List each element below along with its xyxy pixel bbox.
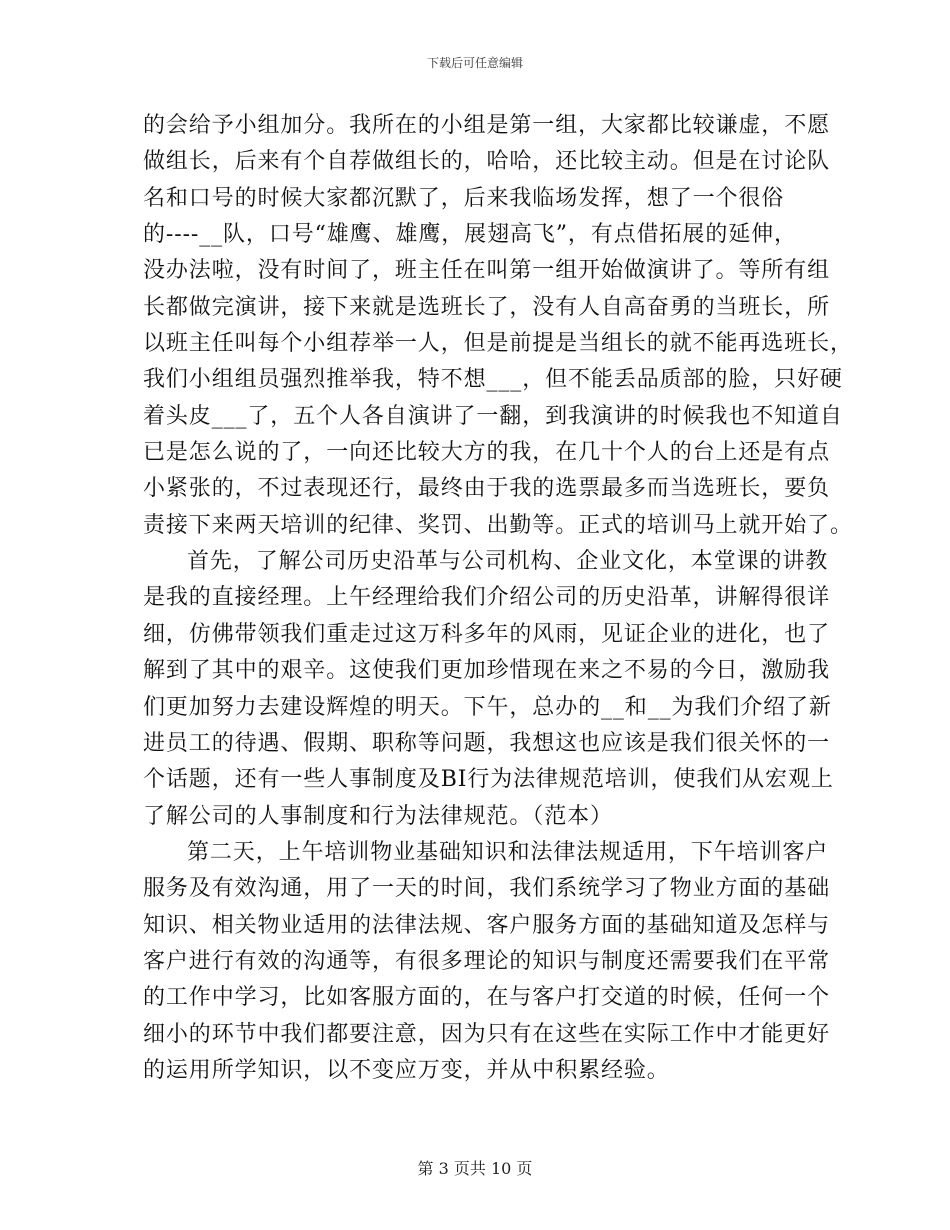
text-line: 做组长，后来有个自荐做组长的，哈哈，还比较主动。但是在讨论队 — [143, 149, 831, 175]
text-line: 名和口号的时候大家都沉默了，后来我临场发挥，想了一个很俗 — [143, 185, 785, 211]
text-line: 没办法啦，没有时间了，班主任在叫第一组开始做演讲了。等所有组 — [143, 258, 831, 284]
text-line: 们更加努力去建设辉煌的明天。下午，总办的__和__为我们介绍了新 — [143, 694, 832, 720]
text-line: 服务及有效沟通，用了一天的时间，我们系统学习了物业方面的基础 — [143, 876, 831, 902]
text-line: 责接下来两天培训的纪律、奖罚、出勤等。正式的培训马上就开始了。 — [143, 512, 853, 538]
text-line: 细小的环节中我们都要注意，因为只有在这些在实际工作中才能更好 — [143, 1021, 831, 1047]
paragraph-start-line: 首先，了解公司历史沿革与公司机构、企业文化，本堂课的讲教 — [187, 549, 829, 575]
text-line: 已是怎么说的了，一向还比较大方的我，在几十个人的台上还是有点 — [143, 440, 831, 466]
paragraph-start-line: 第二天，上午培训物业基础知识和法律法规适用，下午培训客户 — [187, 839, 829, 865]
text-line: 的工作中学习，比如客服方面的，在与客户打交道的时候，任何一个 — [143, 985, 831, 1011]
text-line: 长都做完演讲，接下来就是选班长了，没有人自高奋勇的当班长，所 — [143, 294, 831, 320]
text-line: 细，仿佛带领我们重走过这万科多年的风雨，见证企业的进化，也了 — [143, 621, 831, 647]
text-line: 个话题，还有一些人事制度及BI行为法律规范培训，使我们从宏观上 — [143, 767, 834, 793]
text-line: 的会给予小组加分。我所在的小组是第一组，大家都比较谦虚，不愿 — [143, 113, 831, 138]
text-line: 知识、相关物业适用的法律法规、客户服务方面的基础知道及怎样与 — [143, 912, 831, 938]
page-footer: 第 3 页共 10 页 — [417, 1159, 533, 1178]
text-line: 是我的直接经理。上午经理给我们介绍公司的历史沿革，讲解得很详 — [143, 585, 831, 611]
text-line: 着头皮___了，五个人各自演讲了一翻，到我演讲的时候我也不知道自 — [143, 403, 843, 429]
document-body — [143, 108, 853, 1089]
text-line: 我们小组组员强烈推举我，特不想___，但不能丢品质部的脸，只好硬 — [143, 367, 843, 393]
text-line: 以班主任叫每个小组荐举一人，但是前提是当组长的就不能再选班长， — [143, 331, 853, 357]
text-line: 解到了其中的艰辛。这使我们更加珍惜现在来之不易的今日，激励我 — [143, 658, 831, 684]
text-line: 的运用所学知识，以不变应万变，并从中积累经验。 — [143, 1057, 670, 1083]
text-line: 客户进行有效的沟通等，有很多理论的知识与制度还需要我们在平常 — [143, 948, 831, 974]
text-line: 小紧张的，不过表现还行，最终由于我的选票最多而当选班长，要负 — [143, 476, 831, 502]
text-line: 了解公司的人事制度和行为法律规范。（范本） — [143, 803, 613, 829]
text-line: 进员工的待遇、假期、职称等问题，我想这也应该是我们很关怀的一 — [143, 730, 831, 756]
page-header: 下载后可任意编辑 — [426, 56, 523, 70]
text-line: 的----__队，口号“雄鹰、雄鹰，展翅高飞”，有点借拓展的延伸， — [143, 222, 797, 248]
